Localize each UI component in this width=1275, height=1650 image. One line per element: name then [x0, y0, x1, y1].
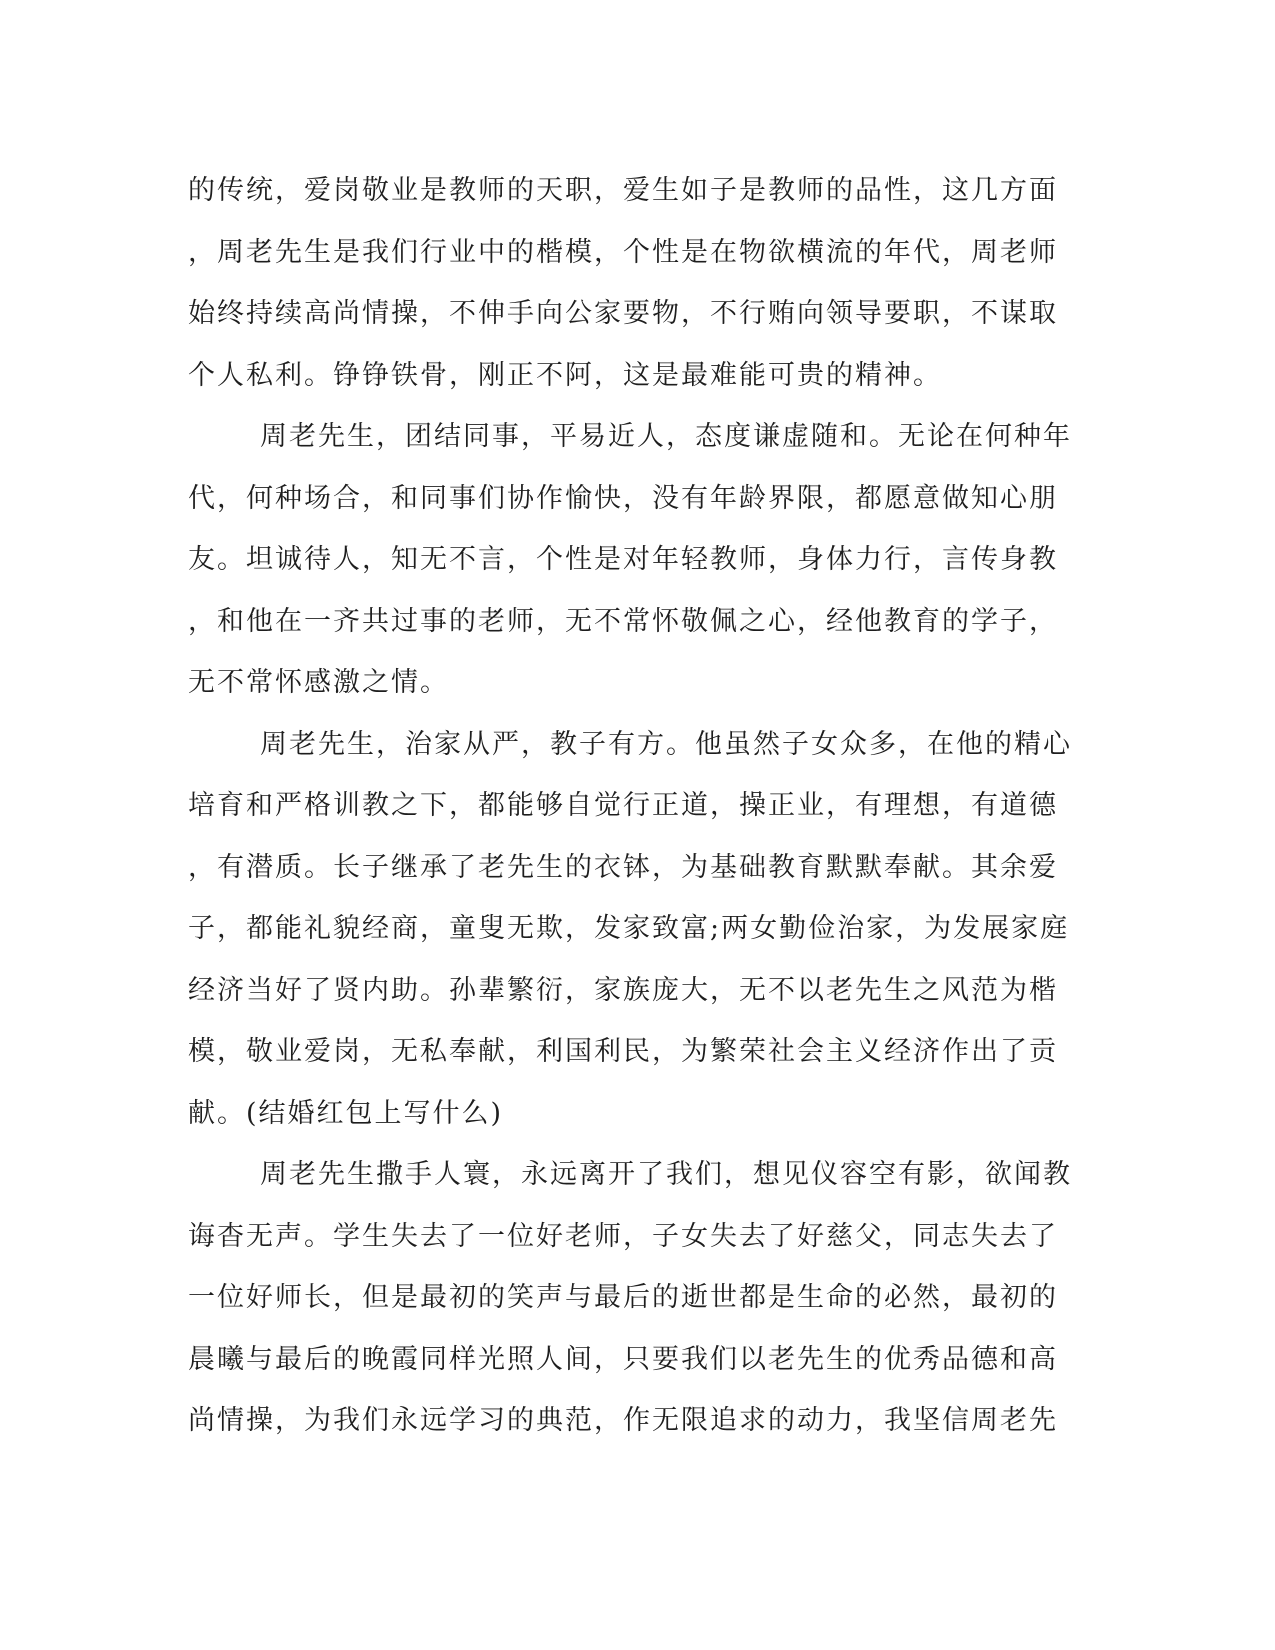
text-line: 子，都能礼貌经商，童叟无欺，发家致富;两女勤俭治家，为发展家庭 [188, 913, 1070, 944]
text-line: ，有潜质。长子继承了老先生的衣钵，为基础教育默默奉献。其余爱 [188, 851, 1058, 883]
text-line: 友。坦诚待人，知无不言，个性是对年轻教师，身体力行，言传身教 [188, 544, 1058, 575]
text-line: 的传统，爱岗敬业是教师的天职，爱生如子是教师的品性，这几方面 [188, 175, 1058, 206]
document-body [188, 160, 1088, 1452]
text-line: 始终持续高尚情操，不伸手向公家要物，不行贿向领导要职，不谋取 [188, 298, 1058, 329]
text-line: 培育和严格训教之下，都能够自觉行正道，操正业，有理想，有道德 [188, 790, 1058, 821]
text-line: 个人私利。铮铮铁骨，刚正不阿，这是最难能可贵的精神。 [188, 359, 942, 391]
paragraph-first-line: 周老先生撒手人寰，永远离开了我们，想见仪容空有影，欲闻教 [260, 1159, 1072, 1190]
text-line: 无不常怀感激之情。 [188, 667, 449, 698]
paragraph-first-line: 周老先生，团结同事，平易近人，态度谦虚随和。无论在何种年 [260, 421, 1072, 452]
text-line: 经济当好了贤内助。孙辈繁衍，家族庞大，无不以老先生之风范为楷 [188, 974, 1058, 1006]
text-line: 模，敬业爱岗，无私奉献，利国利民，为繁荣社会主义经济作出了贡 [188, 1036, 1058, 1067]
paragraph-first-line: 周老先生，治家从严，教子有方。他虽然子女众多，在他的精心 [260, 728, 1072, 760]
text-line: ，周老先生是我们行业中的楷模，个性是在物欲横流的年代，周老师 [188, 236, 1058, 268]
text-line: 诲杳无声。学生失去了一位好老师，子女失去了好慈父，同志失去了 [188, 1220, 1058, 1252]
text-line: 献。(结婚红包上写什么) [188, 1097, 504, 1129]
text-line: 一位好师长，但是最初的笑声与最后的逝世都是生命的必然，最初的 [188, 1282, 1058, 1313]
text-line: 尚情操，为我们永远学习的典范，作无限追求的动力，我坚信周老先 [188, 1405, 1058, 1436]
text-line: 代，何种场合，和同事们协作愉快，没有年龄界限，都愿意做知心朋 [188, 482, 1058, 514]
text-line: ，和他在一齐共过事的老师，无不常怀敬佩之心，经他教育的学子， [188, 605, 1058, 637]
text-line: 晨曦与最后的晚霞同样光照人间，只要我们以老先生的优秀品德和高 [188, 1343, 1058, 1375]
